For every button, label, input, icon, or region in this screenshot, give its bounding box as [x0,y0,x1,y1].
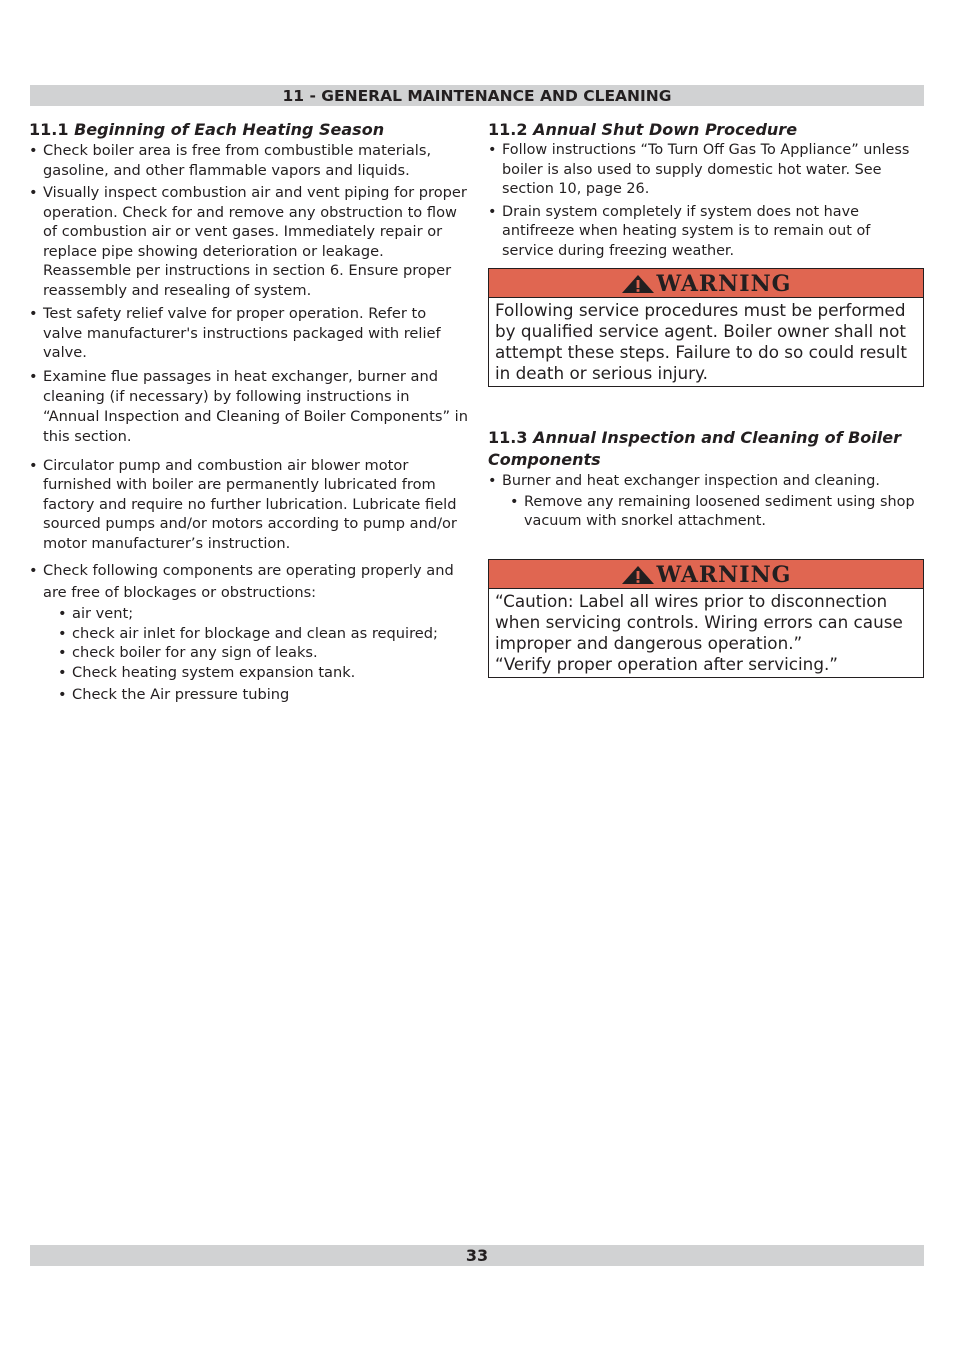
list-item: • Check following components are operating properly and are free of blockages or obstructions: [29,560,469,604]
warning-label: WARNING [656,561,792,588]
heading-11-3 [488,427,924,471]
list-item: • Follow instructions “To Turn Off Gas To Appliance” unless boiler is also used to supply domestic hot water. See section 10, page 26. [488,141,924,200]
list-11-2 [488,141,924,261]
warning-label: WARNING [656,271,792,297]
heading-11-1-number: 11.1 [29,120,69,139]
warning-box-1 [488,268,924,387]
list-11-1 [29,141,469,604]
heading-11-2-number: 11.2 [488,120,528,139]
sub-list-item: • check boiler for any sign of leaks. [58,643,469,663]
heading-11-1-title: Beginning of Each Heating Season [74,120,385,139]
list-11-3-sub [510,493,924,532]
list-11-3 [488,472,924,492]
list-item: • Circulator pump and combustion air blower motor furnished with boiler are permanently lubricated from factory and require no further lubrication. Lubricate field sourced pumps and/or motors according to pump and/or motor manufacturer’s instruction. [29,456,469,554]
warning-banner [489,560,923,589]
sub-list-item: • Check heating system expansion tank. [58,663,469,683]
sub-list-item: • Check the Air pressure tubing [58,685,469,705]
heading-11-3-title: Annual Inspection and Cleaning of Boiler Components [488,428,902,469]
list-11-1-sub [58,604,469,705]
list-item: • Burner and heat exchanger inspection and cleaning. [488,472,924,492]
warning-triangle-icon [621,274,655,294]
warning-text [489,589,923,677]
list-item: • Examine flue passages in heat exchanger, burner and cleaning (if necessary) by following instructions in “Annual Inspection and Cleaning of Boiler Components” in this section. [29,367,469,447]
heading-11-2 [488,120,924,140]
page-number: 33 [465,1246,489,1265]
warning-text: Following service procedures must be performed by qualified service agent. Boiler owner shall not attempt these steps. Failure to do so could result in death or serious injury. [495,300,907,383]
section-header-title: 11 - GENERAL MAINTENANCE AND CLEANING [282,87,672,105]
right-column [488,120,924,678]
heading-11-3-number: 11.3 [488,428,528,447]
warning-text-line-2: “Verify proper operation after servicing.” [495,653,838,674]
page-footer-bar [30,1245,924,1266]
warning-text-line-1: “Caution: Label all wires prior to disconnection when servicing controls. Wiring errors can cause improper and dangerous operation.” [495,590,903,653]
section-header-bar [30,85,924,106]
sub-list-item: • Remove any remaining loosened sediment using shop vacuum with snorkel attachment. [510,493,924,532]
sub-list-item: • air vent; [58,604,469,624]
list-item: • Check boiler area is free from combustible materials, gasoline, and other flammable vapors and liquids. [29,141,469,180]
heading-11-2-title: Annual Shut Down Procedure [533,120,798,139]
warning-box-2 [488,559,924,678]
list-item: • Drain system completely if system does not have antifreeze when heating system is to remain out of service during freezing weather. [488,203,924,262]
list-item: • Test safety relief valve for proper operation. Refer to valve manufacturer's instructions packaged with relief valve. [29,304,469,363]
sub-list-item: • check air inlet for blockage and clean as required; [58,624,469,644]
warning-triangle-icon [621,565,655,585]
left-column [29,120,469,705]
heading-11-1 [29,120,469,140]
warning-banner [489,269,923,298]
list-item: • Visually inspect combustion air and vent piping for proper operation. Check for and remove any obstruction to flow of combustion air or vent gases. Immediately repair or replace pipe showing deterioration or leakage. Reassemble per instructions in section 6. Ensure proper reassembly and resealing of system. [29,183,469,300]
